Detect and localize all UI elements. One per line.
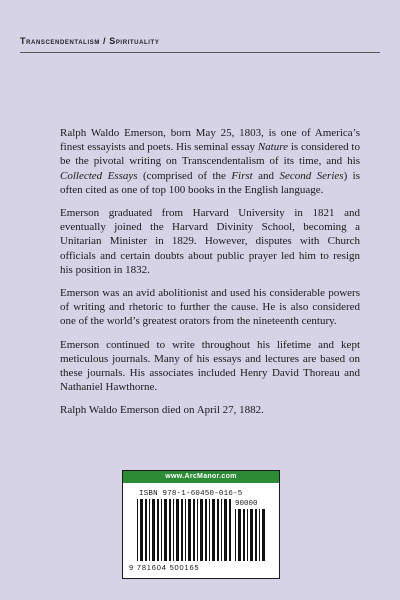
barcode-bar bbox=[238, 509, 241, 561]
p1-text-i: ) is often cited as one of top 100 books in the English language. bbox=[60, 169, 360, 196]
paragraph-education: Emerson graduated from Harvard University in 1821 and eventually joined the Harvard Divinity School, becoming a Unitarian Minister in 1829. However, disputes with Church officials and certain doubts about public prayer led him to resign his position in 1832. bbox=[60, 207, 360, 276]
barcode-bar bbox=[176, 499, 179, 561]
barcode-bar bbox=[181, 499, 183, 561]
barcode-bar bbox=[205, 499, 207, 561]
barcode-bar bbox=[169, 499, 171, 561]
barcode-addon-bars bbox=[235, 509, 267, 561]
barcode-bar bbox=[152, 499, 155, 561]
barcode-bar bbox=[149, 499, 150, 561]
barcode-bar bbox=[185, 499, 186, 561]
barcode-bar bbox=[250, 509, 253, 561]
barcode-bar bbox=[164, 499, 167, 561]
paragraph-birth bbox=[60, 126, 360, 197]
barcode-bar bbox=[217, 499, 219, 561]
barcode-ean-bars bbox=[137, 499, 231, 561]
barcode-bar bbox=[161, 499, 162, 561]
isbn-label: ISBN 978-1-60450-016-5 bbox=[139, 490, 243, 498]
barcode-bar bbox=[212, 499, 215, 561]
title-nature: Nature bbox=[257, 141, 288, 154]
barcode-bar bbox=[262, 509, 265, 561]
barcode-bar bbox=[209, 499, 210, 561]
paragraph-death: Ralph Waldo Emerson died on April 27, 1882. bbox=[60, 404, 264, 417]
title-second-series: Second Series bbox=[279, 169, 344, 182]
barcode-bar bbox=[221, 499, 222, 561]
barcode-bar bbox=[140, 499, 143, 561]
header-rule bbox=[20, 52, 380, 53]
publisher-url: www.ArcManor.com bbox=[123, 471, 279, 483]
barcode-bar bbox=[255, 509, 257, 561]
barcode-bar bbox=[200, 499, 203, 561]
p1-text-c: is considered to be the pivotal writing on Transcendentalism of its time, and his bbox=[60, 141, 360, 168]
barcode-bar bbox=[247, 509, 248, 561]
p1-text-a: Ralph Waldo Emerson, born May 25, 1803, is one of America’s finest essayists and poets. His seminal essay bbox=[60, 127, 360, 154]
barcode-bar bbox=[145, 499, 147, 561]
p1-text-g: and bbox=[252, 169, 280, 182]
barcode-bar bbox=[193, 499, 195, 561]
barcode-bar bbox=[259, 509, 260, 561]
barcode-bar bbox=[224, 499, 227, 561]
barcode-bar bbox=[243, 509, 245, 561]
barcode-panel bbox=[122, 470, 280, 579]
barcode-bar bbox=[157, 499, 159, 561]
paragraph-journals: Emerson continued to write throughout his lifetime and kept meticulous journals. Many of his essays and lectures are based on these journals. His associates included Henry David Thoreau and Nathaniel Hawthorne. bbox=[60, 338, 360, 394]
barcode-bar bbox=[188, 499, 191, 561]
paragraph-abolition: Emerson was an avid abolitionist and used his considerable powers of writing and rhetoric to further the cause. He is also considered one of the world’s greatest orators from the nineteenth century. bbox=[60, 287, 360, 328]
title-collected-essays: Collected Essays bbox=[60, 169, 138, 182]
barcode-bar bbox=[173, 499, 174, 561]
barcode-bar bbox=[137, 499, 138, 561]
barcode-bar bbox=[229, 499, 231, 561]
barcode-bar bbox=[235, 509, 236, 561]
category-label: Transcendentalism / Spirituality bbox=[20, 36, 160, 46]
price-code: 90000 bbox=[235, 500, 258, 508]
title-first: First bbox=[231, 169, 253, 182]
back-cover-text bbox=[60, 126, 360, 427]
ean-digits: 9 781604 500165 bbox=[129, 563, 200, 572]
p1-text-e: (comprised of the bbox=[137, 169, 232, 182]
barcode-bar bbox=[197, 499, 198, 561]
